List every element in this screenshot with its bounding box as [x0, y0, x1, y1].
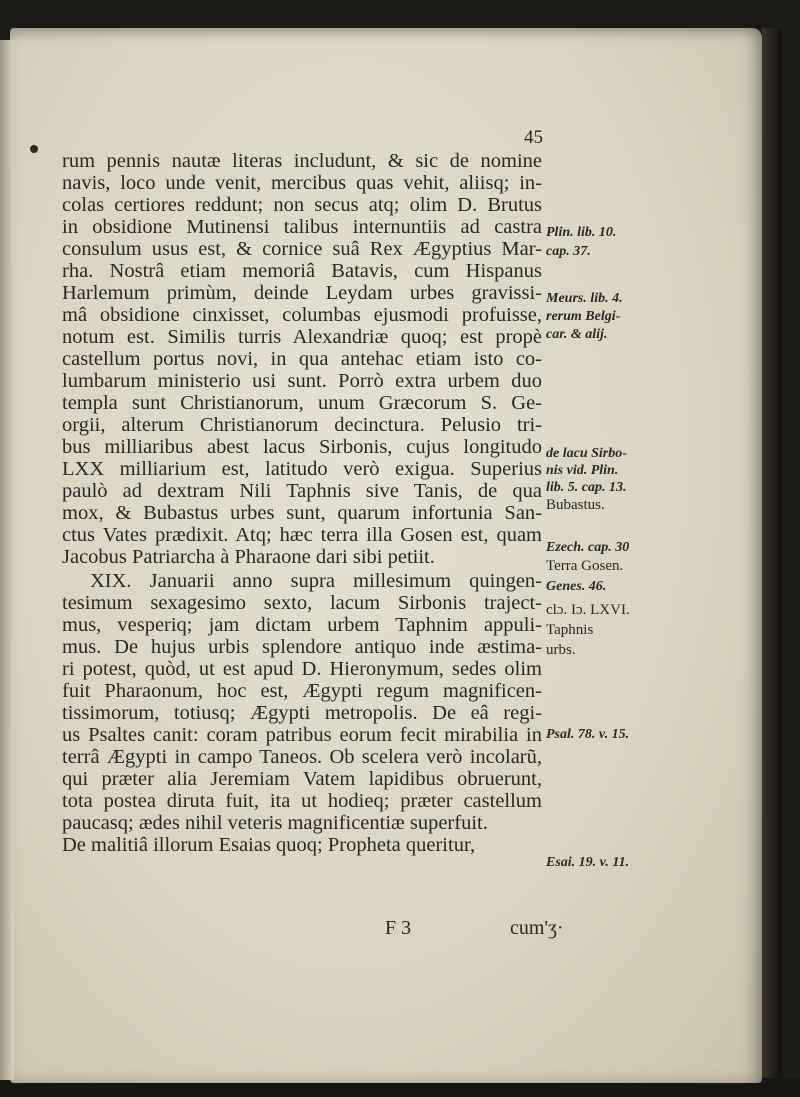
text-line: mâ obsidione cinxisset, columbas ejusmodi profuisse, [62, 304, 542, 326]
text-line: De malitiâ illorum Esaias quoq; Propheta queritur, [62, 834, 476, 856]
text-line: notum est. Similis turris Alexandriæ quoq; est propè [62, 326, 542, 348]
catchword: cum'ʒ· [510, 917, 564, 939]
text-line: rum pennis nautæ literas includunt, & sic de nomine [62, 150, 542, 172]
text-line: tissimorum, totiusq; Ægypti metropolis. De eâ regi- [62, 702, 542, 724]
text-line: Jacobus Patriarcha à Pharaone dari sibi petiit. [62, 546, 435, 568]
text-line: colas certiores reddunt; non secus atq; olim D. Brutus [62, 194, 542, 216]
text-line: consulum usus est, & cornice suâ Rex Ægyptius Mar- [62, 238, 542, 260]
text-line: mox, & Bubastus urbes sunt, quarum infortunia San- [62, 502, 542, 524]
margin-note: cap. 37. [546, 244, 591, 259]
text-line: XIX. Januarii anno supra millesimum quingen- [90, 570, 542, 592]
text-line: tesimum sexagesimo sexto, lacum Sirbonis traject- [62, 592, 542, 614]
ink-spot [30, 145, 38, 153]
margin-note: clɔ. Iɔ. LXVI. [546, 602, 630, 618]
margin-note: Bubastus. [546, 497, 605, 513]
margin-note: Plin. lib. 10. [546, 225, 617, 240]
text-line: lumbarum ministerio usi sunt. Porrò extra urbem duo [62, 370, 542, 392]
text-line: us Psaltes canit: coram patribus eorum fecit mirabilia in [62, 724, 542, 746]
text-line: terrâ Ægypti in campo Taneos. Ob scelera verò incolarũ, [62, 746, 542, 768]
text-line: mus. De hujus urbis splendore antiquo inde æstima- [62, 636, 542, 658]
text-line: paucasq; ædes nihil veteris magnificentiæ superfuit. [62, 812, 488, 834]
page-number: 45 [524, 127, 543, 148]
text-line: castellum portus novi, in qua antehac etiam isto co- [62, 348, 542, 370]
margin-note: Taphnis [546, 622, 594, 638]
text-line: tota postea diruta fuit, ita ut hodieq; præter castellum [62, 790, 542, 812]
margin-note: Ezech. cap. 30 [546, 540, 630, 555]
margin-note: Esai. 19. v. 11. [546, 855, 630, 870]
text-line: navis, loco unde venit, mercibus quas vehit, aliisq; in- [62, 172, 542, 194]
text-line: paulò ad dextram Nili Taphnis sive Tanis, de qua [62, 480, 542, 502]
text-line: LXX milliarium est, latitudo verò exigua. Superius [62, 458, 542, 480]
text-line: ri potest, quòd, ut est apud D. Hieronymum, sedes olim [62, 658, 542, 680]
binding-gutter [0, 40, 14, 1080]
text-line: rha. Nostrâ etiam memoriâ Batavis, cum Hispanus [62, 260, 542, 282]
margin-note: Genes. 46. [546, 579, 607, 594]
text-line: in obsidione Mutinensi talibus internuntiis ad castra [62, 216, 542, 238]
signature-mark: F 3 [385, 917, 412, 939]
margin-note: Psal. 78. v. 15. [546, 727, 630, 742]
margin-note: Meurs. lib. 4. [546, 291, 623, 306]
text-line: ctus Vates prædixit. Atq; hæc terra illa Gosen est, quam [62, 524, 542, 546]
page-shadow-edge [762, 28, 782, 1088]
margin-note: urbs. [546, 642, 576, 658]
text-line: fuit Pharaonum, hoc est, Ægypti regum magnificen- [62, 680, 542, 702]
margin-note: rerum Belgi- [546, 309, 621, 324]
text-line: templa sunt Christianorum, unum Græcorum S. Ge- [62, 392, 542, 414]
margin-note: de lacu Sirbo- [546, 446, 627, 461]
text-line: mus, vesperiq; jam dictam urbem Taphnim appuli- [62, 614, 542, 636]
margin-note: Terra Gosen. [546, 558, 624, 574]
margin-note: car. & alij. [546, 327, 608, 342]
text-line: orgii, alterum Christianorum decinctura. Pelusio tri- [62, 414, 542, 436]
margin-note: lib. 5. cap. 13. [546, 480, 627, 495]
margin-note: nis vid. Plin. [546, 463, 619, 478]
text-line: qui præter alia Jeremiam Vatem lapidibus obruerunt, [62, 768, 542, 790]
text-line: Harlemum primùm, deinde Leydam urbes gravissi- [62, 282, 542, 304]
text-line: bus milliaribus abest lacus Sirbonis, cujus longitudo [62, 436, 542, 458]
